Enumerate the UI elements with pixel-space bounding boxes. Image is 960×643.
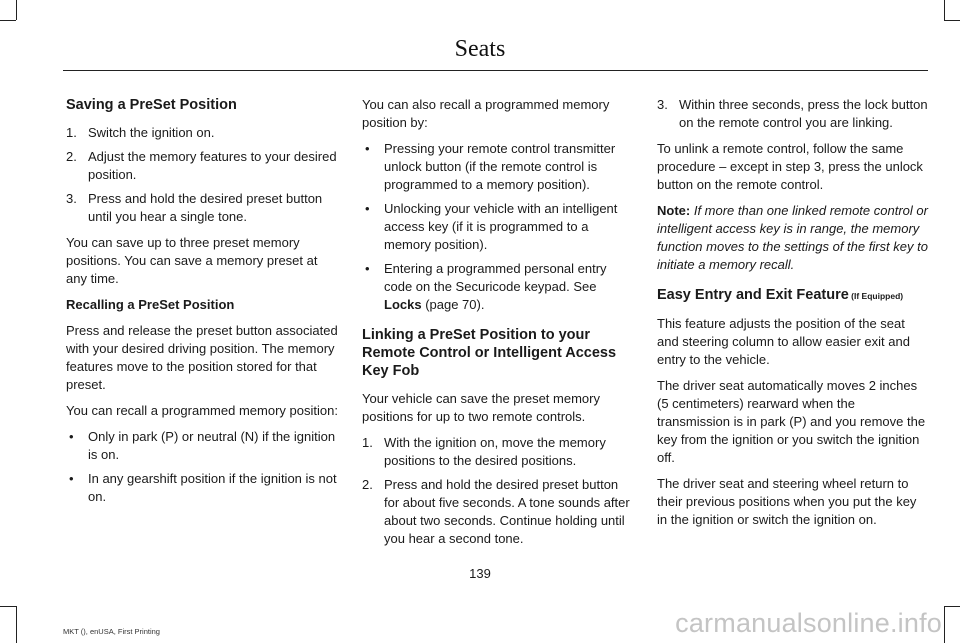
list-item: • Entering a programmed personal entry code on the Securicode keypad. See Locks (page 70). (365, 261, 607, 312)
list-item: 3. Within three seconds, press the lock button on the remote control you are linking. (657, 97, 928, 130)
column-2 (362, 96, 632, 556)
bullet-icon: • (365, 141, 370, 156)
linking-steps-continued (657, 96, 929, 132)
note-text: If more than one linked remote control or intelligent access key is in range, the memory function moves to the settings of the first key to initiate a memory recall. (657, 203, 928, 272)
subheading-recalling: Recalling a PreSet Position (66, 297, 235, 312)
note-label: Note: (657, 203, 691, 218)
crop-mark (16, 606, 17, 643)
if-equipped-label: (If Equipped) (848, 291, 904, 301)
column-3 (657, 96, 929, 537)
crop-mark (944, 606, 960, 607)
locks-reference-link[interactable]: Locks (384, 297, 422, 312)
crop-mark (0, 606, 16, 607)
paragraph: This feature adjusts the position of the seat and steering column to allow easier exit and entry to the vehicle. (657, 316, 910, 367)
recall-conditions (66, 428, 338, 506)
page-number: 139 (469, 566, 491, 581)
list-item: • Only in park (P) or neutral (N) if the ignition is on. (69, 429, 336, 462)
saving-steps (66, 124, 338, 226)
bullet-icon: • (365, 261, 370, 276)
bullet-icon: • (365, 201, 370, 216)
column-1 (66, 96, 338, 514)
section-heading-linking: Linking a PreSet Position to your Remote Control or Intelligent Access Key Fob (362, 327, 617, 379)
section-heading-easy-entry: Easy Entry and Exit Feature (If Equipped) (657, 287, 904, 303)
list-item: 2. Press and hold the desired preset button for about five seconds. A tone sounds after about two seconds. Continue holding until you hear a second tone. (362, 477, 630, 546)
list-item: 1. Switch the ignition on. (66, 125, 215, 140)
paragraph: Press and release the preset button associated with your desired driving position. The memory features move to the position stored for that preset. (66, 323, 338, 392)
crop-mark (944, 20, 960, 21)
crop-mark (16, 0, 17, 20)
list-item: 2. Adjust the memory features to your desired position. (66, 149, 337, 182)
paragraph: To unlink a remote control, follow the same procedure – except in step 3, press the unlock button on the remote control. (657, 141, 923, 192)
paragraph: You can also recall a programmed memory position by: (362, 97, 610, 130)
linking-steps (362, 434, 632, 548)
recall-methods (362, 140, 632, 314)
paragraph: You can save up to three preset memory positions. You can save a memory preset at any time. (66, 235, 318, 286)
list-item: • Unlocking your vehicle with an intelligent access key (if it is programmed to a memory position). (365, 201, 618, 252)
paragraph: Your vehicle can save the preset memory positions for up to two remote controls. (362, 391, 600, 424)
bullet-icon: • (69, 471, 74, 486)
paragraph: The driver seat and steering wheel return to their previous positions when you put the key in the ignition or switch the ignition on. (657, 476, 917, 527)
crop-mark (0, 20, 16, 21)
edition-info: MKT (), enUSA, First Printing (63, 627, 160, 636)
watermark: carmanualsonline.info (675, 608, 942, 638)
page-title: Seats (454, 36, 506, 62)
section-heading-saving: Saving a PreSet Position (66, 97, 237, 113)
list-item: 1. With the ignition on, move the memory positions to the desired positions. (362, 435, 606, 468)
list-item: 3. Press and hold the desired preset button until you hear a single tone. (66, 191, 323, 224)
crop-mark (944, 0, 945, 20)
paragraph: You can recall a programmed memory position: (66, 403, 338, 418)
paragraph: The driver seat automatically moves 2 inches (5 centimeters) rearward when the transmission is in park (P) and you remove the key from the ignition or you switch the ignition off. (657, 378, 926, 465)
header-divider (63, 70, 928, 71)
list-item: • Pressing your remote control transmitter unlock button (if the remote control is programmed to a memory position). (365, 141, 616, 192)
note (657, 202, 929, 274)
list-item: • In any gearshift position if the ignition is not on. (69, 471, 337, 504)
bullet-icon: • (69, 429, 74, 444)
crop-mark (944, 606, 945, 643)
